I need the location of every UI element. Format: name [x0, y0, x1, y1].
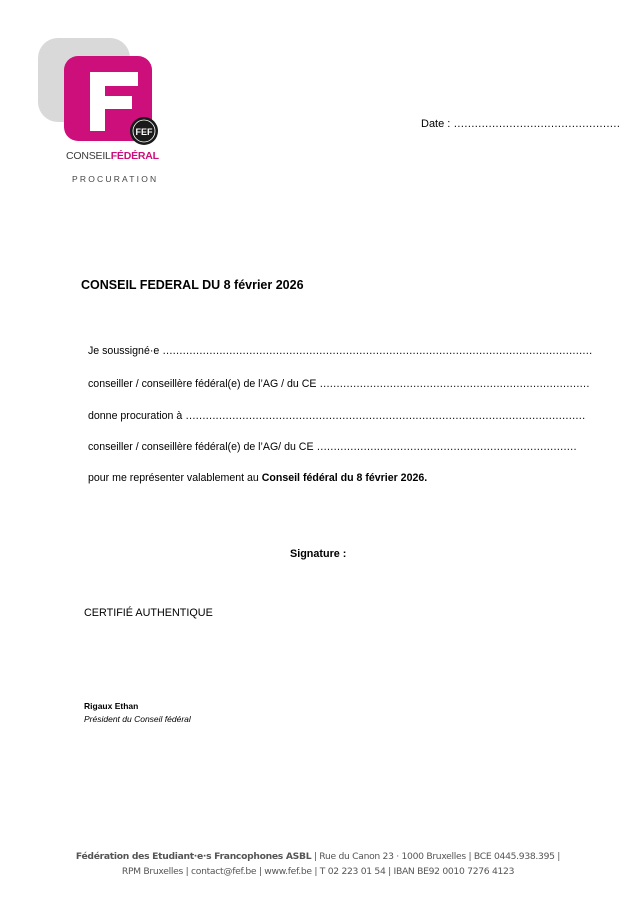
footer-address: | Rue du Canon 23 · 1000 Bruxelles | BCE 0445.938.395 | [311, 851, 561, 862]
date-label: Date : [421, 118, 451, 130]
footer-line-1 [0, 851, 636, 862]
form-line-bold: Conseil fédéral du 8 février 2026. [261, 472, 428, 484]
document-title: CONSEIL FEDERAL DU 8 février 2026 [81, 278, 304, 292]
form-line-label: donne procuration à [88, 410, 183, 422]
certifie-authentique: CERTIFIÉ AUTHENTIQUE [84, 607, 213, 619]
logo-caption-conseil: CONSEIL [66, 150, 111, 162]
form-line-label: Je soussigné·e [88, 345, 160, 357]
logo-caption-federal: FÉDÉRAL [110, 150, 159, 162]
footer-line-2: RPM Bruxelles | contact@fef.be | www.fef.be | T 02 223 01 54 | IBAN BE92 0010 7276 4123 [121, 866, 515, 877]
form-line-procuration[interactable] [88, 410, 585, 422]
fef-logo-graphic [38, 36, 168, 151]
date-field[interactable] [421, 118, 620, 130]
form-line-dots: ………………………………………………………………………………………………………… [185, 410, 585, 422]
signer-name: Rigaux Ethan [84, 701, 139, 711]
form-line-soussigne[interactable] [88, 345, 592, 357]
form-line-dots: ………………………………………………………………………………………………………………… [162, 345, 592, 357]
footer-org-name: Fédération des Etudiant·e·s Francophones ASBL [75, 851, 312, 862]
fef-logo [38, 36, 168, 151]
form-line-conseiller-ag[interactable] [88, 441, 576, 453]
form-line-conseiller-de[interactable] [88, 378, 589, 390]
form-line-label: pour me représenter valablement au [88, 472, 259, 484]
signature-label: Signature : [290, 548, 347, 560]
logo-caption [66, 150, 159, 162]
form-line-label: conseiller / conseillère fédéral(e) de l’AG / du CE [88, 378, 317, 390]
form-line-dots: ……………………………………………………………………… [319, 378, 590, 390]
procuration-subtitle: PROCURATION [72, 174, 159, 184]
form-line-representer [88, 472, 427, 484]
form-line-dots: …………………………………………………………………… [316, 441, 577, 453]
date-dots: ………………………………………… [453, 118, 620, 130]
logo-badge-text: FEF [135, 127, 153, 137]
form-line-label: conseiller / conseillère fédéral(e) de l’AG/ du CE [88, 441, 314, 453]
signer-role: Président du Conseil fédéral [84, 714, 191, 724]
